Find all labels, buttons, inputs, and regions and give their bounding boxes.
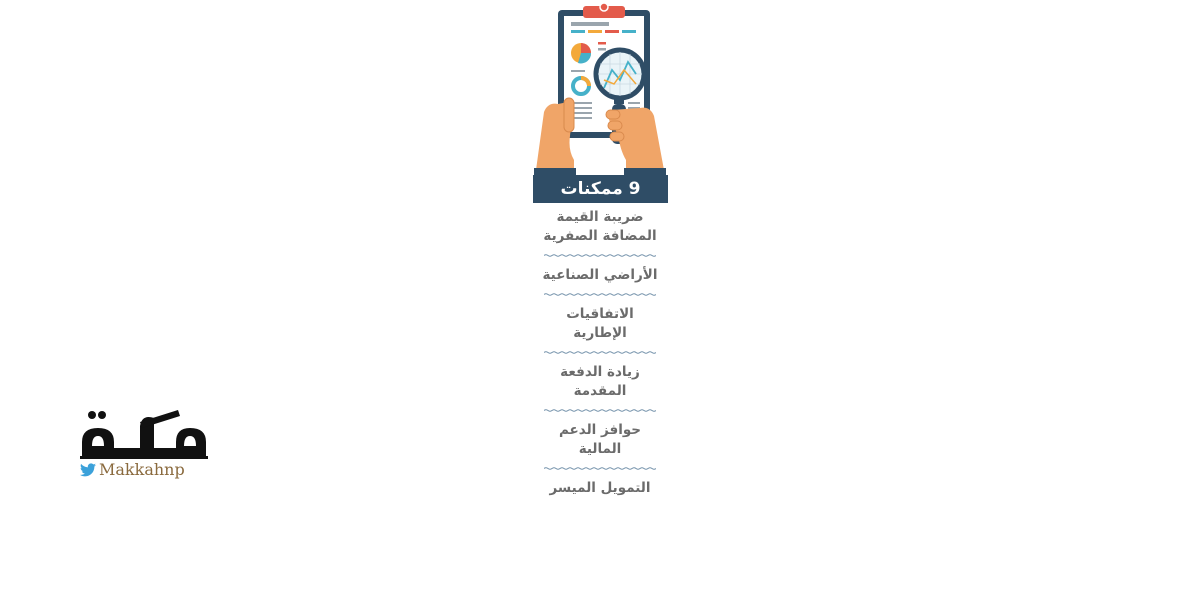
wavy-divider xyxy=(544,351,656,354)
list-item xyxy=(540,418,660,465)
banner-title: 9 ممكنات xyxy=(533,175,668,203)
logo-handle-text: Makkahnp xyxy=(99,460,185,479)
list-item xyxy=(540,263,660,291)
wavy-divider xyxy=(544,409,656,412)
wavy-divider xyxy=(544,293,656,296)
wavy-divider xyxy=(544,467,656,470)
makkah-wordmark-icon xyxy=(80,408,208,460)
twitter-handle xyxy=(80,460,185,479)
list-item xyxy=(540,476,660,504)
list-item-line: المضافة الصفرية xyxy=(543,228,657,244)
list-item xyxy=(540,360,660,407)
clipboard-analysis-illustration xyxy=(528,0,672,178)
left-hand-icon xyxy=(534,98,576,178)
clip-hole-icon xyxy=(600,3,608,11)
list-item-line: المالية xyxy=(578,441,622,457)
list-item-line: زيادة الدفعة xyxy=(560,364,640,380)
list-item-line: حوافز الدعم xyxy=(558,422,642,438)
list-item xyxy=(540,205,660,252)
list-item-line: الاتفاقيات الإطارية xyxy=(566,306,634,341)
list-item-line: ضريبة القيمة xyxy=(556,209,644,225)
list-item-line: التمويل الميسر xyxy=(549,480,651,496)
wavy-divider xyxy=(544,254,656,257)
makkah-logo xyxy=(80,408,208,486)
list-item-line: المقدمة xyxy=(573,383,627,399)
enablers-list xyxy=(540,205,660,504)
list-item xyxy=(540,302,660,349)
twitter-bird-icon xyxy=(80,463,96,477)
list-item-line: الأراضي الصناعية xyxy=(542,267,658,283)
